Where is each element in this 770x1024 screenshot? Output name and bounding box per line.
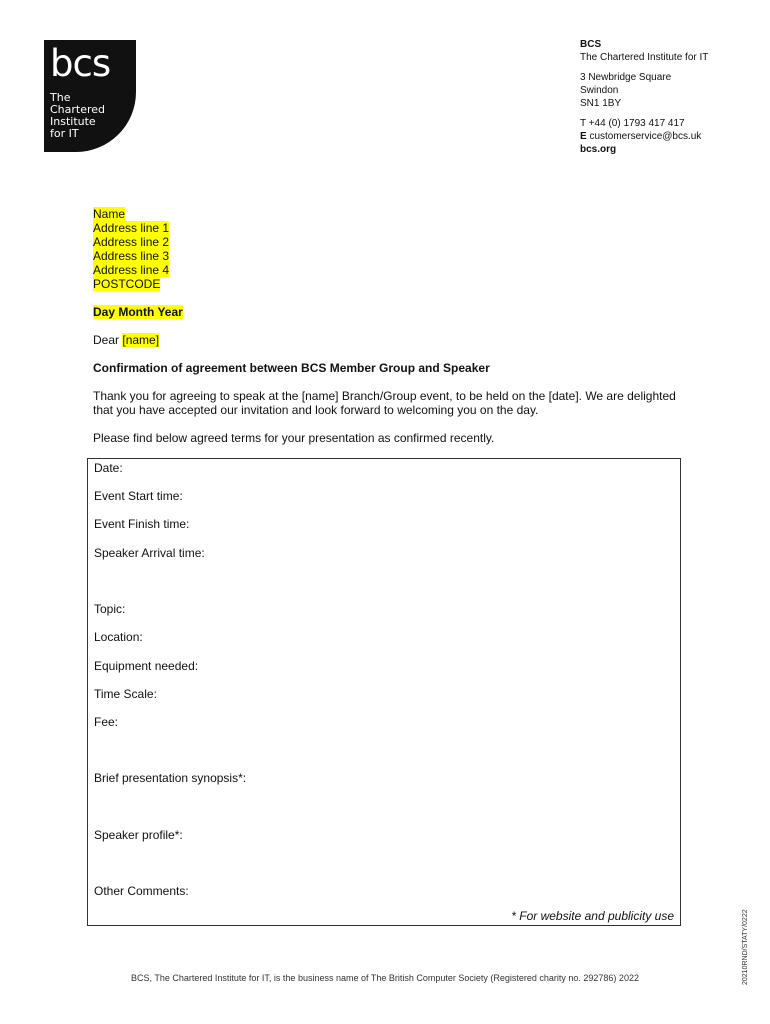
- field-event-finish-time: Event Finish time:: [94, 517, 190, 531]
- field-location: Location:: [94, 630, 143, 644]
- bcs-logo: [44, 40, 136, 152]
- document-reference: 20210RND/STATY/0222: [742, 909, 749, 985]
- field-date: Date:: [94, 461, 123, 475]
- recipient-address-line-2: Address line 2: [93, 235, 170, 249]
- field-time-scale: Time Scale:: [94, 687, 157, 701]
- field-other-comments: Other Comments:: [94, 884, 189, 898]
- letter-date: Day Month Year: [93, 305, 183, 319]
- logo-line-2: Chartered: [50, 103, 106, 116]
- logo-wordmark: bcs: [50, 42, 111, 85]
- salutation: [93, 333, 159, 347]
- letter-date-row: [93, 305, 183, 319]
- logo-line-4: for IT: [50, 127, 79, 140]
- org-contact-block: [580, 38, 708, 156]
- recipient-address-line-3: Address line 3: [93, 249, 170, 263]
- org-website[interactable]: bcs.org: [580, 144, 617, 155]
- recipient-address-line-4: Address line 4: [93, 263, 170, 277]
- org-address-line-1: 3 Newbridge Square: [580, 72, 672, 83]
- org-email-label: E: [580, 131, 587, 142]
- letter-paragraph-2: Please find below agreed terms for your presentation as confirmed recently.: [93, 431, 495, 445]
- salutation-name: [name]: [122, 333, 160, 347]
- org-email[interactable]: customerservice@bcs.uk: [589, 131, 702, 142]
- recipient-address-line-1: Address line 1: [93, 221, 170, 235]
- org-full-name: The Chartered Institute for IT: [580, 52, 709, 63]
- field-event-start-time: Event Start time:: [94, 489, 183, 503]
- field-topic: Topic:: [94, 602, 126, 616]
- recipient-postcode: POSTCODE: [93, 277, 161, 291]
- field-speaker-profile: Speaker profile*:: [94, 828, 183, 842]
- org-email-row: [580, 130, 708, 143]
- recipient-address: [93, 207, 169, 291]
- terms-box: [87, 458, 681, 926]
- logo-line-1: The: [50, 91, 71, 104]
- field-speaker-arrival-time: Speaker Arrival time:: [94, 546, 205, 560]
- salutation-text: Dear: [93, 333, 120, 347]
- field-equipment-needed: Equipment needed:: [94, 659, 199, 673]
- recipient-name: Name: [93, 207, 126, 221]
- terms-footnote: * For website and publicity use: [511, 909, 674, 923]
- org-address-line-2: Swindon: [580, 85, 619, 96]
- org-name: BCS: [580, 39, 602, 50]
- letter-subject: Confirmation of agreement between BCS Member Group and Speaker: [93, 361, 490, 375]
- org-phone: T +44 (0) 1793 417 417: [580, 118, 685, 129]
- field-fee: Fee:: [94, 715, 119, 729]
- org-address-line-3: SN1 1BY: [580, 98, 622, 109]
- letter-paragraph-1: Thank you for agreeing to speak at the [name] Branch/Group event, to be held on the [date]. We are delighted that you have accepted our invitation and look forward to welcoming you on the day.: [93, 389, 676, 417]
- field-presentation-synopsis: Brief presentation synopsis*:: [94, 771, 247, 785]
- logo-line-3: Institute: [50, 115, 96, 128]
- page-footer: BCS, The Chartered Institute for IT, is the business name of The British Computer Society (Registered charity no. 292786) 2022: [131, 973, 639, 983]
